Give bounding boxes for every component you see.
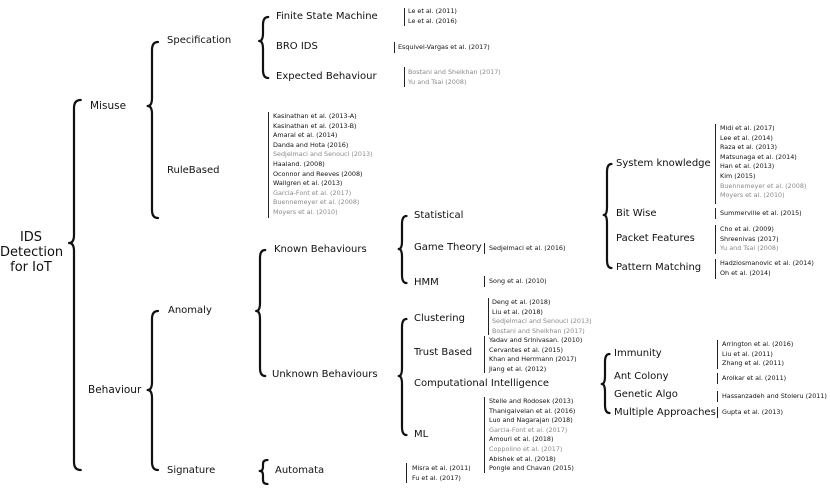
ref-item: Esquivel-Vargas et al. (2017) [398, 43, 490, 51]
bro-ids-node: BRO IDS [276, 41, 318, 52]
ref-item: Garcia-Font et al. (2017) [273, 188, 352, 197]
ref-item: Thanigaivelan et al. (2016) [489, 406, 576, 415]
specification-node: Specification [167, 35, 232, 46]
ref-item: Sedjelmaci et al. (2016) [489, 244, 566, 252]
trust-refs [489, 336, 582, 374]
pattern-refs-bar [715, 259, 716, 279]
root-title [0, 230, 62, 275]
multiple-approaches-node: Multiple Approaches [614, 407, 716, 418]
ref-item: Bostani and Sheikhan (2017) [408, 68, 501, 76]
brace-signature [260, 460, 268, 484]
ref-item: Sedjelmaci and Senouci (2013) [492, 317, 592, 326]
ref-item: Buennemeyer et al. (2008) [720, 181, 807, 190]
rulebased-refs-bar [268, 112, 269, 218]
ref-item: Hadziosmanovic et al. (2014) [720, 259, 814, 267]
hmm-refs-bar [484, 276, 485, 287]
ref-item: Stelle and Rodosek (2013) [489, 397, 574, 405]
ref-item: Cho et al. (2009) [720, 225, 774, 233]
rulebased-refs [273, 112, 373, 218]
ref-item: Yu and Tsai (2008) [408, 77, 467, 86]
automata-refs [412, 464, 471, 483]
ref-item: Amaral et al. (2014) [273, 131, 338, 140]
fsm-node: Finite State Machine [276, 11, 378, 22]
ref-item: Le et al. (2011) [408, 7, 457, 15]
ref-item: Hassanzadeh and Stoleru (2011) [722, 392, 827, 400]
automata-refs-bar [406, 463, 407, 483]
brace-misuse [148, 42, 158, 218]
ref-item: Lee et al. (2014) [720, 133, 773, 142]
hmm-node: HMM [414, 277, 439, 288]
ref-item: Liu et al. (2018) [492, 307, 543, 316]
bro-refs [398, 43, 490, 53]
game-refs [489, 244, 565, 254]
genetic-refs [722, 392, 827, 402]
ref-item: Buennemeyer et al. (2008) [273, 198, 360, 207]
immunity-node: Immunity [614, 348, 662, 359]
brace-unknown [399, 319, 407, 435]
brace-root [69, 100, 81, 470]
ref-item: Deng et al. (2018) [492, 298, 551, 306]
pattern-matching-node: Pattern Matching [616, 262, 702, 273]
bitwise-refs [720, 209, 802, 219]
ref-item: Pongle and Chavan (2015) [489, 464, 574, 473]
trust-based-node: Trust Based [414, 347, 473, 358]
packet-features-node: Packet Features [616, 233, 695, 244]
ref-item: Misra et al. (2011) [412, 464, 471, 472]
pattern-refs [720, 259, 814, 278]
game-theory-node: Game Theory [414, 242, 482, 253]
ref-item: Jiang et al. (2012) [489, 364, 547, 373]
ref-item: Kasinathan et al. (2013-A) [273, 112, 357, 120]
rulebased-node: RuleBased [167, 165, 220, 176]
ref-item: Le et al. (2016) [408, 16, 457, 25]
root-line-1: IDS [19, 230, 43, 245]
ref-item: Wallgren et al. (2013) [273, 179, 343, 188]
clustering-refs [492, 298, 592, 336]
ref-item: Haaland. (2008) [273, 159, 325, 168]
ref-item: Gupta et al. (2013) [722, 408, 783, 416]
anomaly-node: Anomaly [168, 305, 212, 316]
bitwise-refs-bar [715, 208, 716, 219]
immunity-refs-bar [717, 340, 718, 369]
unknown-behaviours-node: Unknown Behaviours [272, 369, 378, 380]
packet-refs [720, 225, 779, 254]
ant-refs-bar [717, 373, 718, 384]
ref-item: Han et al. (2013) [720, 162, 775, 171]
brace-ci [602, 354, 610, 413]
clustering-refs-bar [488, 298, 489, 335]
ref-item: Kasinathan et al. (2013-B) [273, 121, 357, 130]
ml-refs-bar [484, 397, 485, 473]
ref-item: Oh et al. (2014) [720, 268, 771, 277]
ref-item: Yu and Tsai (2008) [720, 244, 779, 253]
root-line-2: Detection [0, 245, 64, 260]
ref-item: Sedjelmaci and Senouci (2013) [273, 150, 373, 159]
system-knowledge-refs [720, 124, 806, 201]
behaviour-node: Behaviour [88, 384, 142, 396]
signature-node: Signature [167, 465, 216, 476]
ant-colony-node: Ant Colony [614, 371, 669, 382]
hmm-refs [489, 277, 547, 287]
ref-item: Danda and Hota (2016) [273, 140, 349, 149]
ref-item: Kim (2015) [720, 171, 756, 180]
ref-item: Bostani and Sheikhan (2017) [492, 326, 585, 335]
ref-item: Zhang et al. (2011) [722, 359, 784, 368]
ref-item: Khan and Herrmann (2017) [489, 355, 577, 364]
ml-node: ML [414, 429, 429, 440]
genetic-refs-bar [717, 391, 718, 402]
automata-node: Automata [275, 465, 325, 476]
ref-item: Matsunaga et al. (2014) [720, 152, 797, 161]
ref-item: Arrington et al. (2016) [722, 340, 794, 348]
genetic-algo-node: Genetic Algo [614, 389, 678, 400]
ref-item: Yadav and Srinivasan. (2010) [489, 336, 583, 344]
ant-refs [722, 374, 786, 384]
ref-item: Fu et al. (2017) [412, 473, 461, 482]
ref-item: Cervantes et al. (2015) [489, 345, 564, 354]
ref-item: Abishek et al. (2018) [489, 454, 556, 463]
immunity-refs [722, 340, 793, 369]
ref-item: Moyers et al. (2010) [273, 207, 338, 216]
misuse-node: Misuse [90, 100, 127, 112]
expected-behaviour-node: Expected Behaviour [276, 71, 377, 82]
brace-specification [259, 17, 268, 78]
brace-anomaly [256, 250, 265, 376]
ref-item: Amouri et al. (2018) [489, 435, 554, 444]
packet-refs-bar [715, 225, 716, 254]
ml-refs [489, 397, 575, 474]
ref-item: Luo and Nagarajan (2018) [489, 416, 573, 425]
computational-intelligence-node: Computational Intelligence [414, 378, 549, 389]
expected-refs-bar [404, 67, 405, 87]
multiple-refs-bar [717, 407, 718, 418]
brace-known [399, 216, 407, 283]
ref-item: Coppolino et al. (2017) [489, 444, 563, 453]
ref-item: Summerville et al. (2015) [720, 209, 802, 217]
ref-item: Oconnor and Reeves (2008) [273, 169, 363, 178]
bro-refs-bar [394, 42, 395, 53]
brace-behaviour [148, 311, 158, 470]
root-line-3: for IoT [10, 260, 52, 275]
system-knowledge-refs-bar [715, 124, 716, 204]
fsm-refs [408, 7, 457, 26]
ref-item: Garcia-Font et al. (2017) [489, 425, 568, 434]
trust-refs-bar [484, 336, 485, 373]
known-behaviours-node: Known Behaviours [274, 244, 367, 255]
system-knowledge-node: System knowledge [616, 158, 711, 169]
multiple-refs [722, 408, 783, 418]
game-refs-bar [484, 243, 485, 254]
expected-refs [408, 68, 501, 87]
ref-item: Arolkar et al. (2011) [722, 374, 787, 382]
brace-statistical [604, 164, 612, 268]
bit-wise-node: Bit Wise [616, 208, 657, 219]
ref-item: Midi et al. (2017) [720, 124, 775, 132]
ref-item: Moyers et al. (2010) [720, 191, 785, 200]
ref-item: Shreenivas (2017) [720, 234, 779, 243]
fsm-refs-bar [404, 8, 405, 26]
ref-item: Raza et al. (2013) [720, 143, 777, 152]
ref-item: Song et al. (2010) [489, 277, 547, 285]
ref-item: Liu et al. (2011) [722, 349, 773, 358]
statistical-node: Statistical [414, 210, 464, 221]
clustering-node: Clustering [414, 313, 465, 324]
